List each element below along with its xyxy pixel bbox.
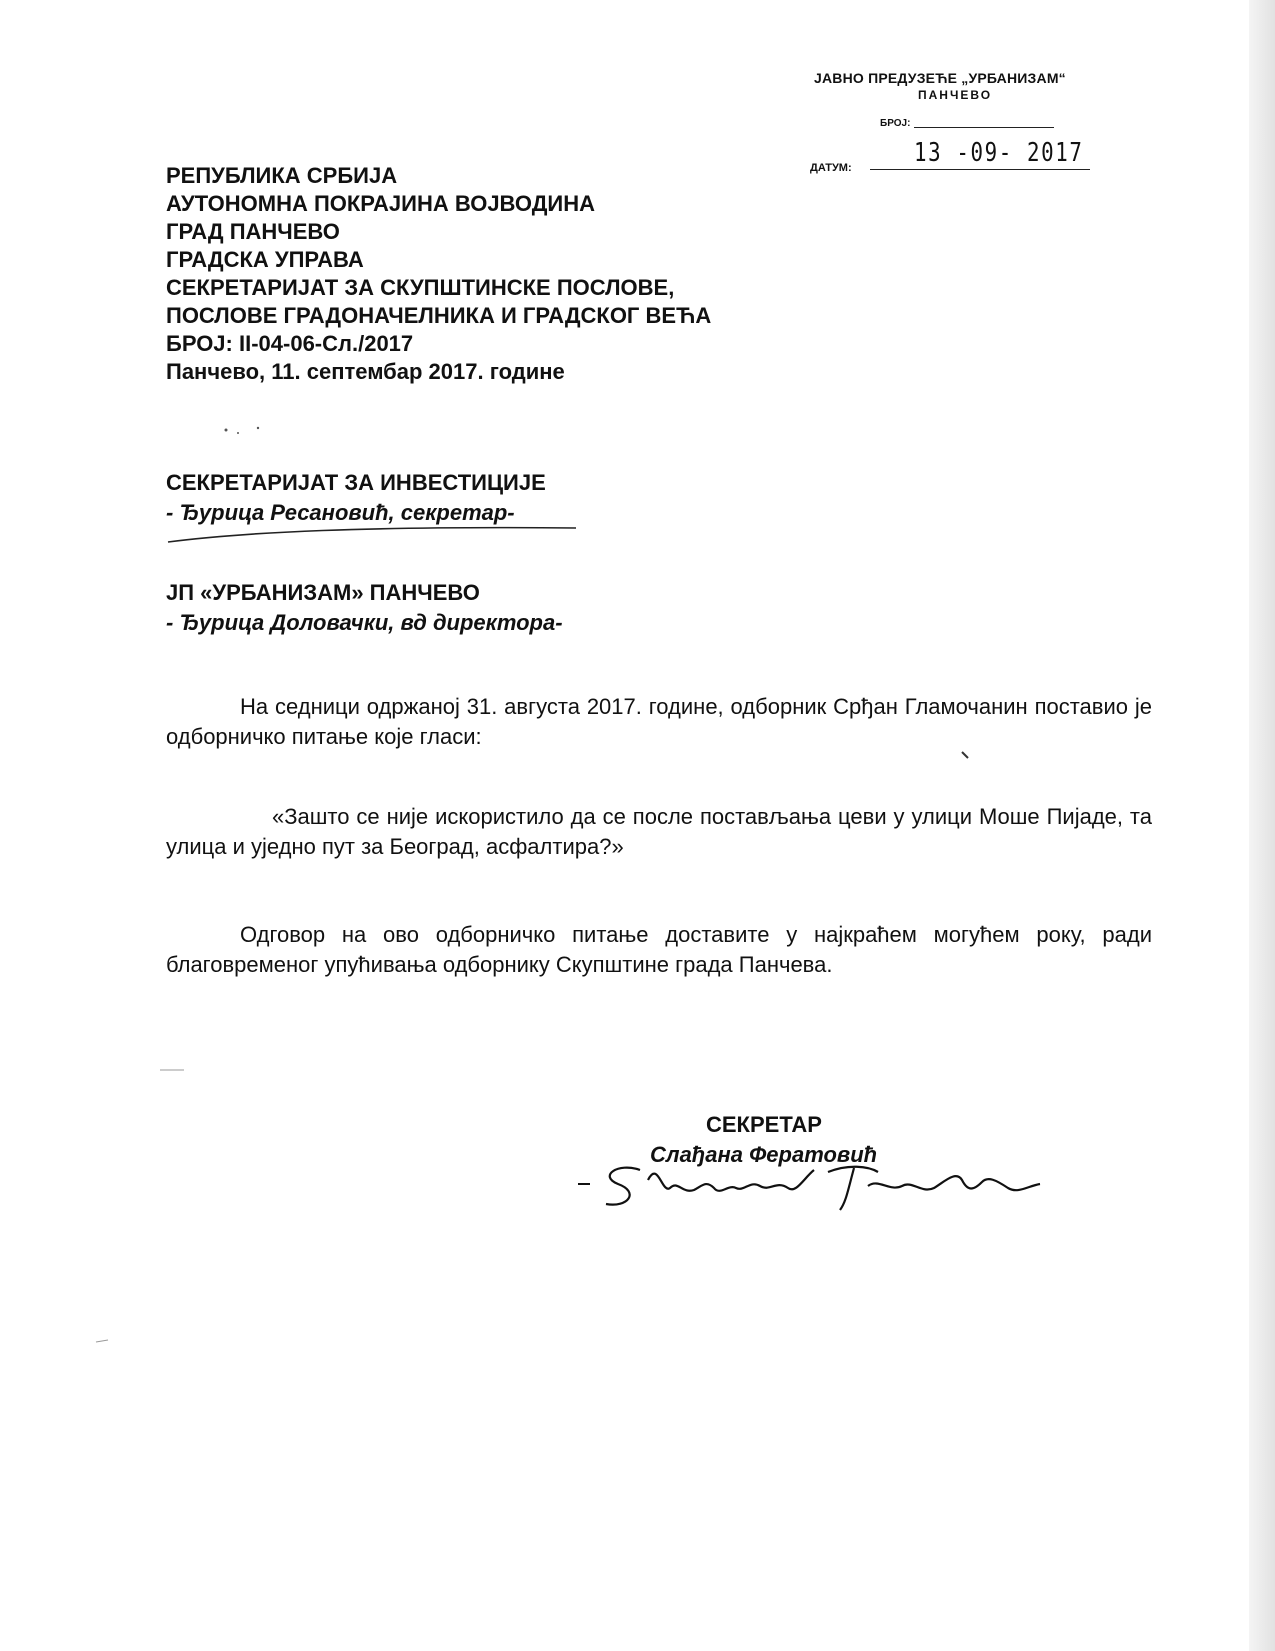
header-place-date: Панчево, 11. септембар 2017. године bbox=[166, 359, 565, 384]
stamp-date-value: 13 -09- 2017 bbox=[914, 138, 1084, 168]
header-city: ГРАД ПАНЧЕВО bbox=[166, 219, 340, 244]
body-intro: На седници одржаној 31. августа 2017. године, одборник Срђан Гламочанин поставио је одборничко питање које гласи: bbox=[166, 694, 1152, 749]
header-secretariat: СЕКРЕТАРИЈАТ ЗА СКУПШТИНСКЕ ПОСЛОВЕ, bbox=[166, 275, 675, 300]
signature-title: СЕКРЕТАР bbox=[706, 1112, 822, 1137]
stamp-organization: ЈАВНО ПРЕДУЗЕЋЕ „УРБАНИЗАМ“ bbox=[814, 70, 1066, 86]
header-province: АУТОНОМНА ПОКРАЈИНА ВОЈВОДИНА bbox=[166, 191, 595, 216]
signature-name: Слађана Фератовић bbox=[650, 1142, 878, 1167]
recipient-person: - Ђурица Доловачки, вд директора- bbox=[166, 610, 563, 635]
recipient-name: ЈП «УРБАНИЗАМ» ПАНЧЕВО bbox=[166, 580, 480, 605]
recipient-person: - Ђурица Ресановић, секретар- bbox=[166, 500, 515, 525]
stamp-date-label: ДАТУМ: bbox=[810, 162, 852, 174]
stamp-city: ПАНЧЕВО bbox=[918, 88, 993, 102]
header-administration: ГРАДСКА УПРАВА bbox=[166, 247, 364, 272]
stamp-number-label: БРОЈ: bbox=[880, 118, 911, 129]
recipient-name: СЕКРЕТАРИЈАТ ЗА ИНВЕСТИЦИЈЕ bbox=[166, 470, 546, 495]
header-country: РЕПУБЛИКА СРБИЈА bbox=[166, 163, 398, 188]
header-reference-number: БРОЈ: II-04-06-Сл./2017 bbox=[166, 331, 414, 356]
header-secretariat-cont: ПОСЛОВЕ ГРАДОНАЧЕЛНИКА И ГРАДСКОГ ВЕЋА bbox=[166, 303, 712, 328]
body-request: Одговор на ово одборничко питање доставите у најкраћем могућем року, ради благовременог упућивања одборнику Скупштине града Панчева. bbox=[166, 922, 1152, 977]
body-question: «Зашто се није искористило да се после постављања цеви у улици Моше Пијаде, та улица и уједно пут за Београд, асфалтира?» bbox=[166, 804, 1152, 859]
